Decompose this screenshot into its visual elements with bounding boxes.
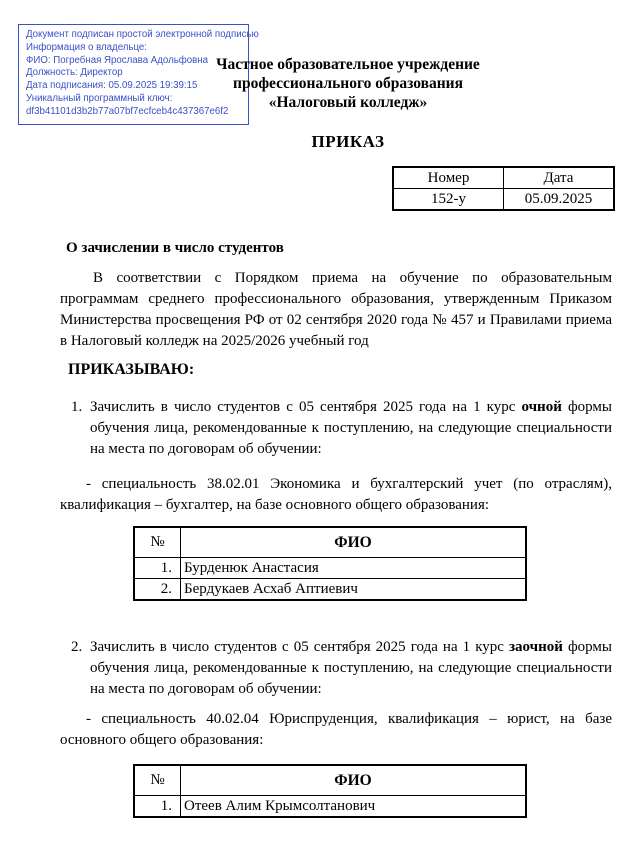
fio-column-header: ФИО: [181, 527, 527, 558]
order-date-value: 05.09.2025: [504, 189, 615, 211]
stamp-key-label: Уникальный программный ключ:: [26, 92, 173, 104]
decree-word: ПРИКАЗЫВАЮ:: [68, 361, 195, 378]
stamp-line: Документ подписан простой электронной подписью: [26, 29, 259, 40]
number-column-header: Номер: [393, 167, 504, 189]
item-text-after: формы обучения лица, рекомендованные к поступлению, на следующие специальности на места по договорам об обучении:: [90, 399, 612, 457]
date-column-header: Дата: [504, 167, 615, 189]
student-name: Бердукаев Асхаб Аптиевич: [181, 579, 527, 601]
table-row: [134, 579, 526, 601]
stamp-signing-date: Дата подписания: 05.09.2025 19:39:15: [26, 80, 198, 92]
order-number-value: 152-у: [393, 189, 504, 211]
student-name: Отеев Алим Крымсолтанович: [181, 796, 527, 818]
students-table-2: [133, 764, 527, 818]
item-number: 1.: [71, 399, 83, 415]
table-row: [134, 558, 526, 579]
study-form-bold: заочной: [509, 639, 563, 655]
item-text: [90, 637, 612, 700]
stamp-key-value: df3b41101d3b2b77a07bf7ecfceb4c437367e6f2: [26, 105, 229, 117]
org-title-line: профессионального образования: [233, 75, 463, 92]
order-item-2: [71, 637, 612, 700]
table-header-row: [134, 527, 526, 558]
order-subject: О зачислении в число студентов: [66, 240, 284, 256]
item-number: 2.: [71, 639, 83, 655]
specialty-paragraph-2: - специальность 40.02.04 Юриспруденция, квалификация – юрист, на базе основного общего образования:: [60, 711, 612, 748]
item-text-after: формы обучения лица, рекомендованные к поступлению, на следующие специальности на места по договорам об обучении:: [90, 639, 613, 697]
students-table-1: [133, 526, 527, 601]
row-number: 2.: [134, 579, 181, 601]
table-row: [393, 189, 614, 211]
order-item-1: [71, 397, 612, 460]
row-number: 1.: [134, 558, 181, 579]
num-column-header: №: [134, 527, 181, 558]
number-date-table: [392, 166, 615, 211]
item-text-before: Зачислить в число студентов с 05 сентября 2025 года на 1 курс: [90, 639, 509, 655]
stamp-owner-position: Должность: Директор: [26, 67, 123, 79]
stamp-line: Информация о владельце:: [26, 41, 147, 53]
organization-title: [72, 55, 624, 112]
table-header-row: [134, 765, 526, 796]
document-type-heading: ПРИКАЗ: [311, 132, 385, 151]
org-title-line: «Налоговый колледж»: [268, 94, 428, 111]
intro-paragraph: В соответствии с Порядком приема на обучение по образовательным программам среднего профессионального образования, утвержденным Приказом Министерства просвещения РФ от 02 сентября 2020 года № 457 и Правилами приема в Налоговый колледж на 2025/2026 учебный год: [60, 270, 612, 349]
fio-column-header: ФИО: [181, 765, 527, 796]
table-row: [393, 167, 614, 189]
table-row: [134, 796, 526, 818]
row-number: 1.: [134, 796, 181, 818]
study-form-bold: очной: [521, 399, 562, 415]
student-name: Бурденюк Анастасия: [181, 558, 527, 579]
org-title-line: Частное образовательное учреждение: [216, 56, 480, 73]
num-column-header: №: [134, 765, 181, 796]
item-text: [90, 397, 612, 460]
item-text-before: Зачислить в число студентов с 05 сентября 2025 года на 1 курс: [90, 399, 522, 415]
stamp-owner-fio: ФИО: Погребная Ярослава Адольфовна: [26, 54, 209, 66]
specialty-paragraph-1: - специальность 38.02.01 Экономика и бухгалтерский учет (по отраслям), квалификация – бухгалтер, на базе основного общего образования:: [60, 476, 612, 513]
